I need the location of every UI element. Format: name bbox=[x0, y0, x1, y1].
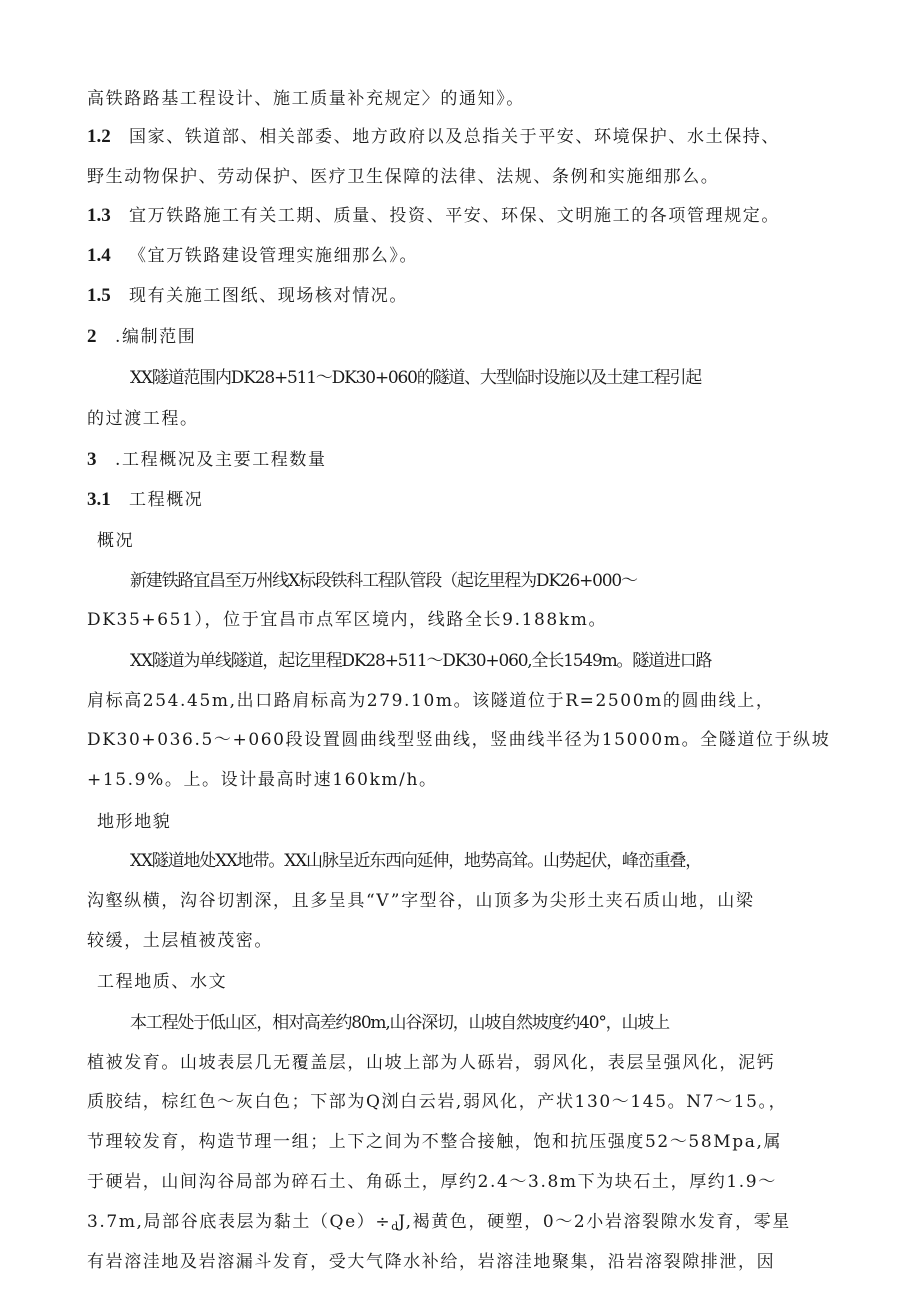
paragraph-line bbox=[87, 930, 847, 952]
line-text: 野生动物保护、劳动保护、医疗卫生保障的法律、法规、条例和实施细那么。 bbox=[87, 167, 720, 187]
line-text: J,褐黄色，硬塑，0～2小岩溶裂隙水发育，零星 bbox=[398, 1212, 791, 1232]
section-number: 3.1 bbox=[87, 489, 111, 510]
subheading bbox=[97, 530, 857, 552]
section-1-2 bbox=[87, 126, 847, 148]
section-1-5 bbox=[87, 285, 847, 307]
paragraph-line bbox=[87, 729, 847, 751]
paragraph-line bbox=[130, 850, 890, 872]
line-text: XX隧道地处XX地带。XX山脉呈近东西向延伸，地势高耸。山势起伏，峰峦重叠， bbox=[130, 851, 702, 871]
line-text: 宜万铁路施工有关工期、质量、投资、平安、环保、文明施工的各项管理规定。 bbox=[129, 206, 780, 226]
paragraph-line bbox=[87, 1052, 847, 1074]
paragraph-line bbox=[87, 408, 847, 430]
paragraph-line bbox=[87, 1131, 847, 1153]
section-number: 1.5 bbox=[87, 285, 111, 306]
line-text: 较缓，土层植被茂密。 bbox=[87, 931, 273, 951]
line-text: 有岩溶洼地及岩溶漏斗发育，受大气降水补给，岩溶洼地聚集，沿岩溶裂隙排泄，因 bbox=[87, 1252, 776, 1272]
paragraph-line bbox=[87, 88, 847, 110]
paragraph-line bbox=[87, 166, 847, 188]
subheading bbox=[97, 971, 857, 993]
section-number: 1.3 bbox=[87, 205, 111, 226]
paragraph-line bbox=[87, 690, 847, 712]
section-1-3 bbox=[87, 205, 847, 227]
line-text: 质胶结，棕红色～灰白色；下部为Q浏白云岩,弱风化，产状130～145。N7～15。， bbox=[87, 1092, 788, 1112]
section-number: 2 bbox=[87, 326, 97, 347]
paragraph-line bbox=[130, 650, 890, 672]
line-text: XX隧道范围内DK28+511～DK30+060的隧道、大型临时设施以及土建工程引起 bbox=[130, 368, 702, 388]
line-text: DK30+036.5～+060段设置圆曲线型竖曲线，竖曲线半径为15000m。全隧道位于纵坡 bbox=[87, 730, 831, 750]
paragraph-line bbox=[87, 1251, 847, 1273]
subscript: d bbox=[391, 1220, 399, 1233]
section-1-4 bbox=[87, 245, 847, 267]
line-text: 3.7m,局部谷底表层为黏土（Qe）÷ bbox=[87, 1212, 392, 1232]
paragraph-line bbox=[87, 769, 847, 791]
section-3-heading bbox=[87, 449, 847, 471]
paragraph-line bbox=[87, 1171, 847, 1193]
line-text: 的过渡工程。 bbox=[87, 409, 199, 429]
line-text: +15.9%。上。设计最高时速160km/h。 bbox=[87, 770, 438, 790]
subheading bbox=[97, 811, 857, 833]
line-text: XX隧道为单线隧道，起讫里程DK28+511～DK30+060,全长1549m。隧道进口路 bbox=[130, 651, 712, 671]
line-text: 国家、铁道部、相关部委、地方政府以及总指关于平安、环境保护、水土保持、 bbox=[129, 127, 780, 147]
line-text: 肩标高254.45m,出口路肩标高为279.10m。该隧道位于R=2500m的圆曲线上， bbox=[87, 691, 775, 711]
section-title: .编制范围 bbox=[115, 327, 197, 347]
section-title: .工程概况及主要工程数量 bbox=[115, 450, 327, 470]
line-text: DK35+651），位于宜昌市点军区境内，线路全长9.188km。 bbox=[87, 610, 608, 630]
line-text: 现有关施工图纸、现场核对情况。 bbox=[129, 286, 408, 306]
line-text: 于硬岩，山间沟谷局部为碎石土、角砾土，厚约2.4～3.8m下为块石土，厚约1.9～ bbox=[87, 1172, 777, 1192]
paragraph-line bbox=[130, 570, 890, 592]
subheading-text: 概况 bbox=[97, 531, 135, 551]
section-number: 3 bbox=[87, 449, 97, 470]
line-text: 沟壑纵横，沟谷切割深，且多呈具“V”字型谷，山顶多为尖形土夹石质山地，山梁 bbox=[87, 891, 755, 911]
line-text: 植被发育。山坡表层几无覆盖层，山坡上部为人砾岩，弱风化，表层呈强风化，泥钙 bbox=[87, 1053, 776, 1073]
line-text: 节理较发育，构造节理一组；上下之间为不整合接触，饱和抗压强度52～58Mpa,属 bbox=[87, 1132, 783, 1152]
paragraph-line bbox=[87, 890, 847, 912]
paragraph-line bbox=[130, 1012, 890, 1034]
section-3-1 bbox=[87, 489, 847, 511]
line-text: 新建铁路宜昌至万州线X标段铁科工程队管段（起讫里程为DK26+000～ bbox=[130, 571, 637, 591]
line-text: 《宜万铁路建设管理实施细那么》。 bbox=[129, 246, 419, 266]
section-number: 1.2 bbox=[87, 126, 111, 147]
paragraph-line bbox=[87, 1091, 847, 1113]
section-2-heading bbox=[87, 326, 847, 348]
paragraph-line bbox=[87, 609, 847, 631]
subheading-text: 地形地貌 bbox=[97, 812, 172, 832]
section-title: 工程概况 bbox=[129, 490, 204, 510]
line-text: 本工程处于低山区，相对高差约80m,山谷深切，山坡自然坡度约40°，山坡上 bbox=[130, 1013, 669, 1033]
paragraph-line bbox=[130, 367, 890, 389]
section-number: 1.4 bbox=[87, 245, 111, 266]
subheading-text: 工程地质、水文 bbox=[97, 972, 228, 992]
paragraph-line bbox=[87, 1211, 847, 1238]
line-text: 高铁路路基工程设计、施工质量补充规定〉的通知》。 bbox=[87, 89, 525, 109]
